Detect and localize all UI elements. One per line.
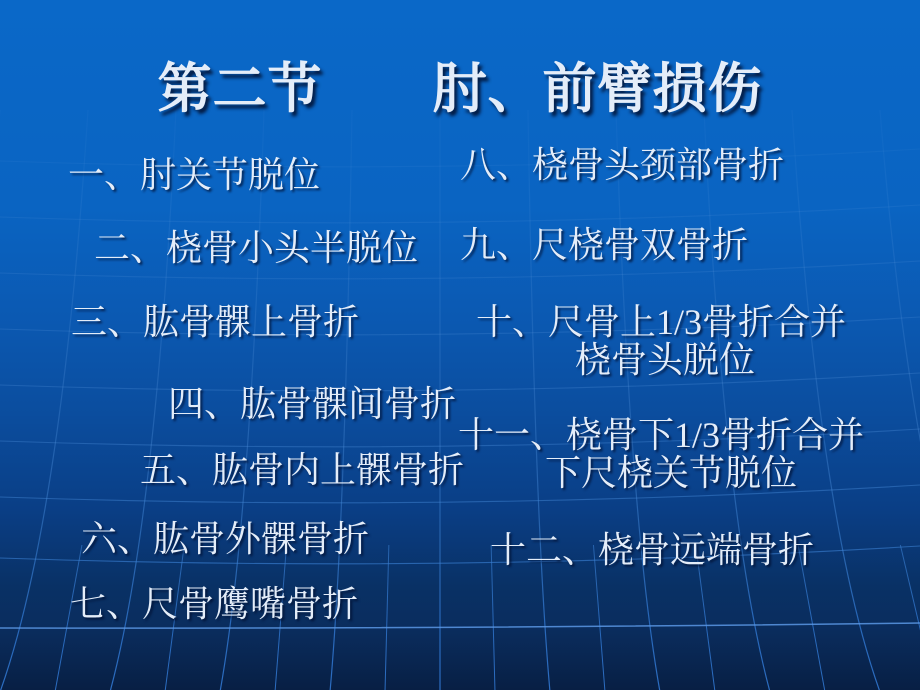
outline-item-3-supracondylar-fracture: 三、肱骨髁上骨折 (71, 302, 360, 342)
outline-item-7-olecranon-fracture: 七、尺骨鹰嘴骨折 (70, 584, 359, 624)
outline-item-12-distal-radius-fracture: 十二、桡骨远端骨折 (490, 530, 815, 570)
outline-item-10-monteggia-line-2: 桡骨头脱位 (575, 340, 756, 380)
outline-item-2-radial-head-subluxation: 二、桡骨小头半脱位 (94, 228, 419, 268)
outline-item-10-monteggia-line-1: 十、尺骨上1/3骨折合并 (476, 302, 847, 342)
outline-item-5-medial-epicondyle-fracture: 五、肱骨内上髁骨折 (140, 450, 465, 490)
page-title: 第二节 肘、前臂损伤 (157, 59, 763, 119)
outline-item-9-both-bone-forearm-fracture: 九、尺桡骨双骨折 (460, 225, 749, 265)
outline-item-11-galeazzi-line-1: 十一、桡骨下1/3骨折合并 (458, 415, 865, 455)
outline-item-11-galeazzi-line-2: 下尺桡关节脱位 (545, 453, 798, 493)
outline-item-4-intercondylar-fracture: 四、肱骨髁间骨折 (168, 384, 457, 424)
outline-item-1-elbow-dislocation: 一、肘关节脱位 (68, 155, 321, 195)
outline-item-8-radial-head-neck-fracture: 八、桡骨头颈部骨折 (460, 145, 785, 185)
outline-item-6-lateral-condyle-fracture: 六、肱骨外髁骨折 (81, 519, 370, 559)
